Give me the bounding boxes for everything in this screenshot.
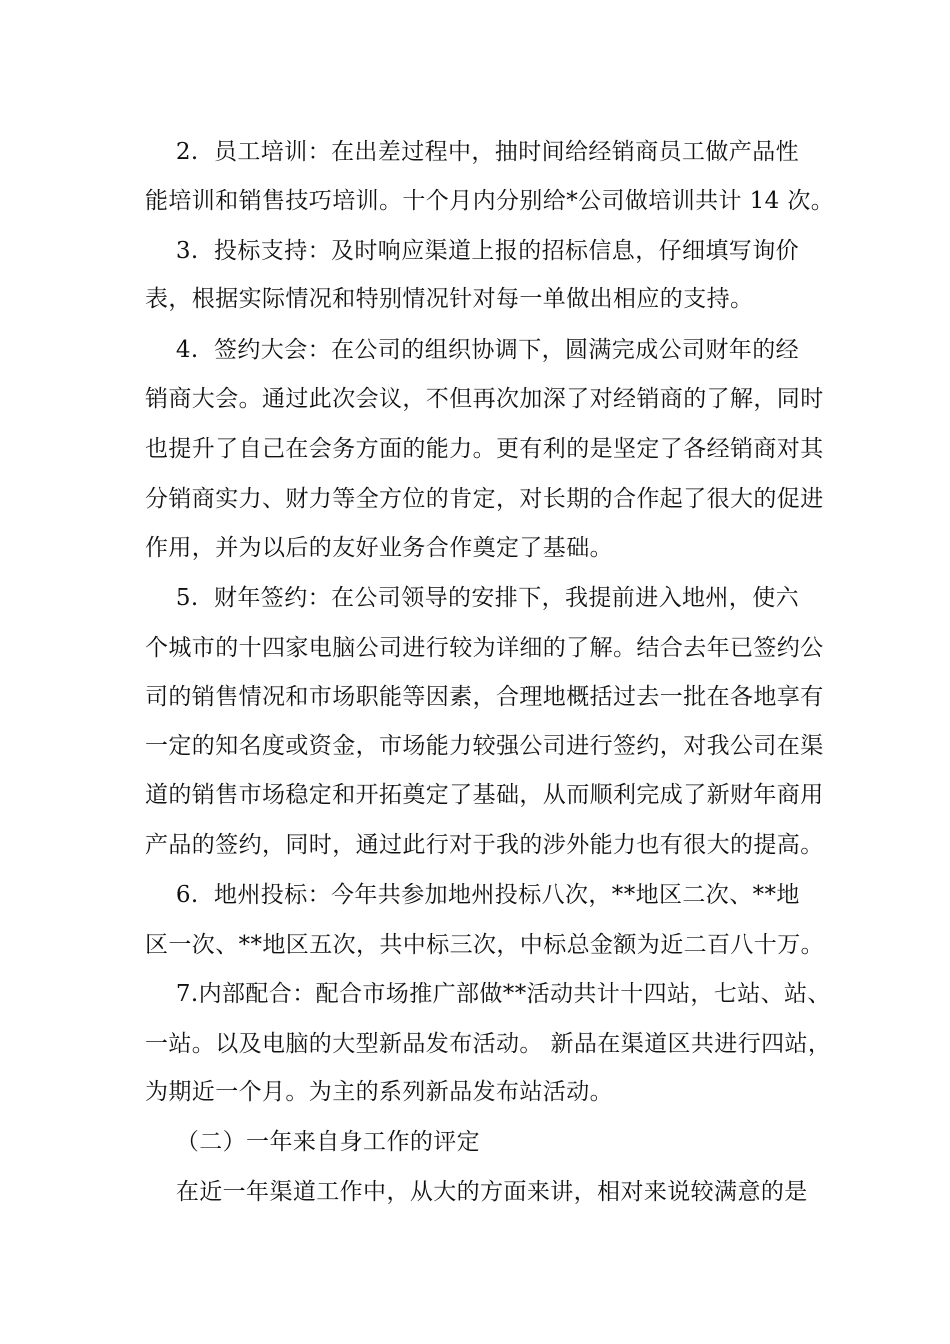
- text-line: 表，根据实际情况和特别情况针对每一单做出相应的支持。: [145, 286, 754, 312]
- text-line: 4. 签约大会：在公司的组织协调下，圆满完成公司财年的经: [145, 337, 800, 363]
- text-line: 3. 投标支持：及时响应渠道上报的招标信息，仔细填写询价: [145, 238, 800, 264]
- text-line: 一定的知名度或资金，市场能力较强公司进行签约，对我公司在渠: [145, 733, 824, 759]
- text-line: 为期近一个月。为主的系列新品发布站活动。: [145, 1079, 613, 1105]
- section-heading: （二）一年来自身工作的评定: [145, 1129, 481, 1155]
- text-line: 7.内部配合：配合市场推广部做**活动共计十四站，七站、站、: [145, 981, 831, 1007]
- text-line: 也提升了自己在会务方面的能力。更有利的是坚定了各经销商对其: [145, 436, 824, 462]
- text-line: 区一次、**地区五次，共中标三次，中标总金额为近二百八十万。: [145, 932, 824, 958]
- text-line: 销商大会。通过此次会议，不但再次加深了对经销商的了解，同时: [145, 386, 824, 412]
- text-line: 产品的签约，同时，通过此行对于我的涉外能力也有很大的提高。: [145, 832, 824, 858]
- text-line: 道的销售市场稳定和开拓奠定了基础，从而顺利完成了新财年商用: [145, 782, 824, 808]
- text-line: 作用，并为以后的友好业务合作奠定了基础。: [145, 535, 613, 561]
- text-line: 在近一年渠道工作中，从大的方面来讲，相对来说较满意的是: [145, 1179, 808, 1205]
- text-line: 个城市的十四家电脑公司进行较为详细的了解。结合去年已签约公: [145, 635, 824, 661]
- text-line: 能培训和销售技巧培训。十个月内分别给*公司做培训共计 14 次。: [145, 188, 835, 214]
- text-line: 5. 财年签约：在公司领导的安排下，我提前进入地州，使六: [145, 585, 800, 611]
- text-line: 2. 员工培训：在出差过程中，抽时间给经销商员工做产品性: [145, 139, 800, 165]
- text-line: 一站。以及电脑的大型新品发布活动。 新品在渠道区共进行四站，: [145, 1031, 832, 1057]
- text-line: 6. 地州投标：今年共参加地州投标八次，**地区二次、**地: [145, 882, 800, 908]
- text-line: 司的销售情况和市场职能等因素，合理地概括过去一批在各地享有: [145, 684, 824, 710]
- text-line: 分销商实力、财力等全方位的肯定，对长期的合作起了很大的促进: [145, 486, 824, 512]
